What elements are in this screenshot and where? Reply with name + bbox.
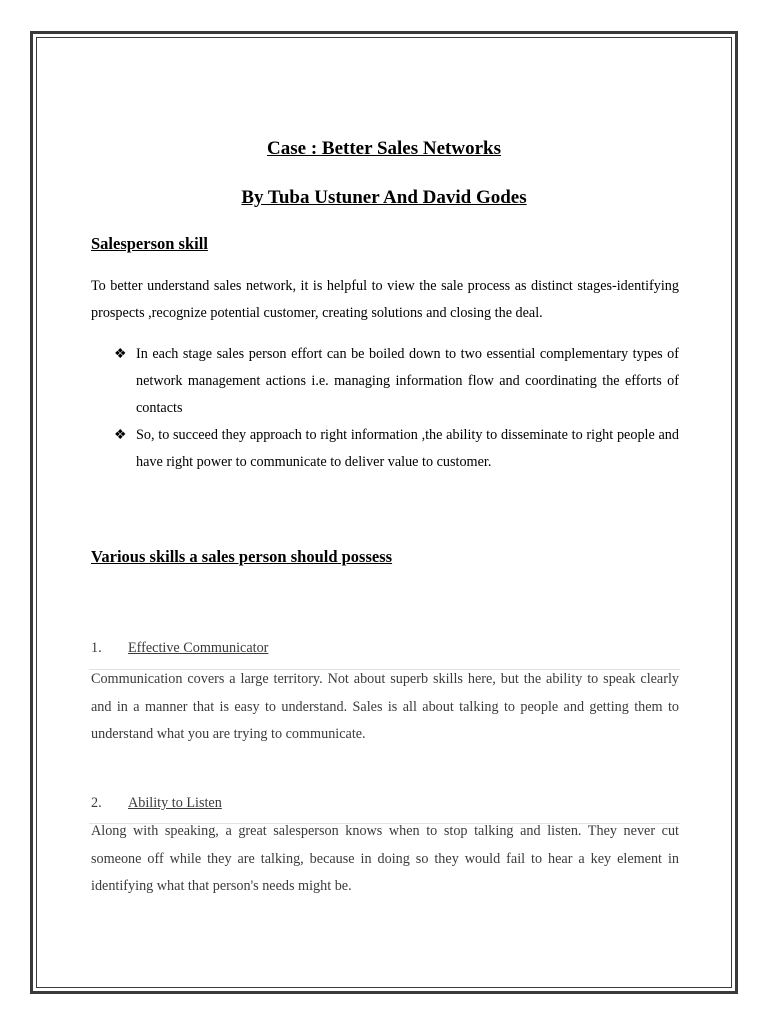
item-number: 2. — [91, 795, 102, 811]
section-heading-various-skills: Various skills a sales person should possess — [91, 547, 393, 566]
bullet-text: In each stage sales person effort can be boiled down to two essential complementary types of network management actions i.e. managing information flow and coordinating the efforts of contacts — [136, 346, 679, 416]
item-title: Ability to Listen — [128, 795, 222, 811]
bullet-text: So, to succeed they approach to right information ,the ability to disseminate to right people and have right power to communicate to deliver value to customer. — [136, 427, 679, 470]
document-byline: By Tuba Ustuner And David Godes — [241, 187, 527, 208]
diamond-bullet-icon: ❖ — [114, 347, 127, 362]
item-paragraph: Along with speaking, a great salesperson knows when to stop talking and listen. They never cut someone off while they are talking, because in doing so they would fail to hear a key element in identifying what that person's needs might be. — [91, 823, 679, 894]
section-heading-salesperson-skill: Salesperson skill — [91, 234, 208, 253]
item-paragraph: Communication covers a large territory. Not about superb skills here, but the ability to speak clearly and in a manner that is easy to understand. Sales is all about talking to people and getting them to understand what you are trying to communicate. — [91, 671, 679, 742]
document-title: Case : Better Sales Networks — [267, 138, 501, 159]
diamond-bullet-icon: ❖ — [114, 428, 127, 443]
item-number: 1. — [91, 640, 102, 656]
item-title: Effective Communicator — [128, 640, 269, 656]
intro-paragraph: To better understand sales network, it is helpful to view the sale process as distinct stages-identifying prospects ,recognize potential customer, creating solutions and closing the deal. — [91, 278, 679, 321]
